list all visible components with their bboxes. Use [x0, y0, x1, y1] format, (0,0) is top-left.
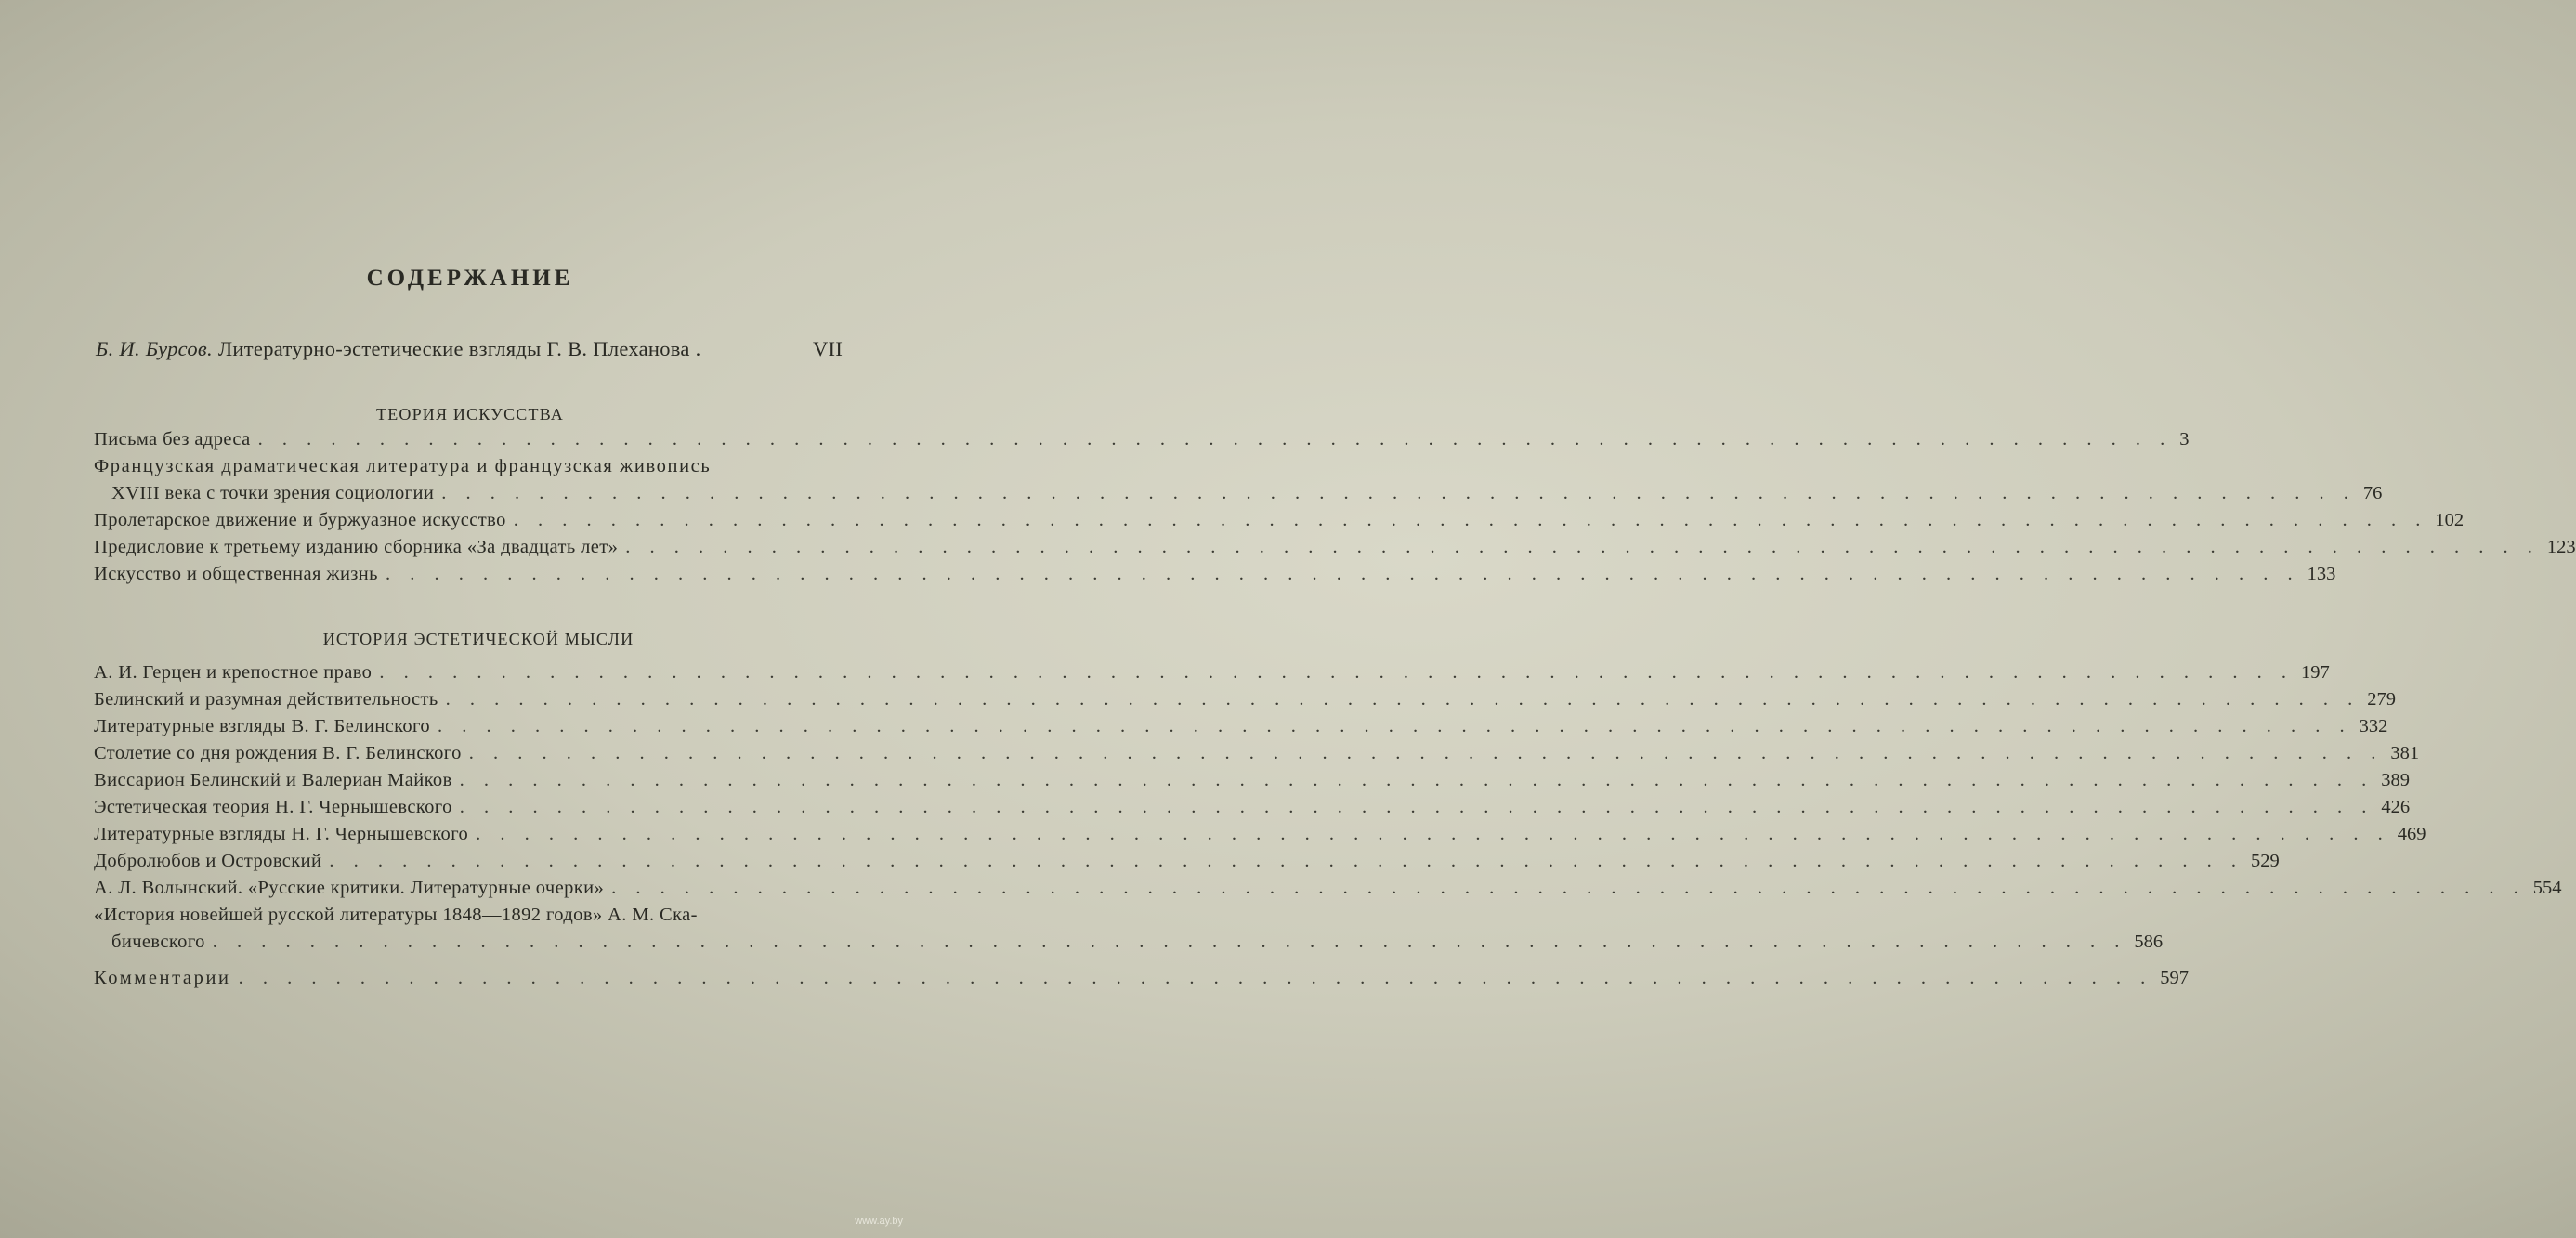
toc-entry-page: 123: [2546, 537, 2576, 557]
intro-dot: .: [695, 337, 701, 360]
toc-entry-title: XVIII века с точки зрения социологии: [111, 483, 435, 503]
toc-entry-title: бичевского: [111, 932, 205, 952]
toc-entry-title: Комментарии: [94, 968, 231, 988]
toc-entry-page: 133: [2307, 564, 2336, 584]
toc-entry-title: Литературные взгляды Н. Г. Чернышевского: [94, 824, 469, 844]
toc-entry: [94, 537, 2576, 565]
toc-entry: [94, 564, 2336, 592]
dot-leader: . . . . . . . . . . . . . . . . . . . . . . . . . . . . . . . . . . . . . . . . . . . . . . . . . . . . . . . . . . . . . . . . . . . . . . . . . . . . . . .: [625, 537, 2540, 557]
dot-leader: . . . . . . . . . . . . . . . . . . . . . . . . . . . . . . . . . . . . . . . . . . . . . . . . . . . . . . . . . . . . . . . . . . . . . . . . . . . . . . .: [212, 932, 2127, 952]
toc-entry-title: Добролюбов и Островский: [94, 851, 322, 871]
toc-entry: [94, 770, 2411, 798]
dot-leader: . . . . . . . . . . . . . . . . . . . . . . . . . . . . . . . . . . . . . . . . . . . . . . . . . . . . . . . . . . . . . . . . . . . . . . . . . . . . . . .: [611, 878, 2526, 898]
toc-entry: [94, 851, 2280, 879]
dot-leader: . . . . . . . . . . . . . . . . . . . . . . . . . . . . . . . . . . . . . . . . . . . . . . . . . . . . . . . . . . . . . . . . . . . . . . . . . . . . . . .: [441, 483, 2356, 503]
toc-entry-page: 381: [2390, 743, 2420, 763]
toc-entry-page: 102: [2435, 510, 2465, 530]
toc-entry-page: 279: [2367, 689, 2397, 710]
dot-leader: . . . . . . . . . . . . . . . . . . . . . . . . . . . . . . . . . . . . . . . . . . . . . . . . . . . . . . . . . . . . . . . . . . . . . . . . . . . . . . .: [257, 429, 2173, 450]
toc-entry: [94, 662, 2330, 690]
toc-entry: [94, 429, 2190, 457]
toc-entry-title: Столетие со дня рождения В. Г. Белинского: [94, 743, 462, 763]
dot-leader: . . . . . . . . . . . . . . . . . . . . . . . . . . . . . . . . . . . . . . . . . . . . . . . . . . . . . . . . . . . . . . . . . . . . . . . . . . . . . . .: [385, 564, 2300, 584]
toc-entry-title: Французская драматическая литература и французская живопись: [94, 456, 712, 476]
page-title: СОДЕРЖАНИЕ: [366, 266, 574, 291]
dot-leader: . . . . . . . . . . . . . . . . . . . . . . . . . . . . . . . . . . . . . . . . . . . . . . . . . . . . . . . . . . . . . . . . . . . . . . . . . . . . . . .: [459, 770, 2374, 790]
toc-entry-title: Белинский и разумная действительность: [94, 689, 438, 710]
toc-entry-title: А. И. Герцен и крепостное право: [94, 662, 373, 683]
toc-entry-page: 332: [2359, 716, 2388, 736]
toc-entry-page: 3: [2179, 429, 2190, 450]
toc-entry-page: 554: [2532, 878, 2562, 898]
toc-entry-title: Виссарион Белинский и Валериан Майков: [94, 770, 452, 790]
dot-leader: . . . . . . . . . . . . . . . . . . . . . . . . . . . . . . . . . . . . . . . . . . . . . . . . . . . . . . . . . . . . . . . . . . . . . . . . . . . . . . .: [238, 968, 2153, 988]
intro-entry: [96, 337, 843, 361]
dot-leader: . . . . . . . . . . . . . . . . . . . . . . . . . . . . . . . . . . . . . . . . . . . . . . . . . . . . . . . . . . . . . . . . . . . . . . . . . . . . . . .: [379, 662, 2294, 683]
toc-entry-title: «История новейшей русской литературы 1848—1892 годов» А. М. Ска-: [94, 905, 698, 925]
dot-leader: . . . . . . . . . . . . . . . . . . . . . . . . . . . . . . . . . . . . . . . . . . . . . . . . . . . . . . . . . . . . . . . . . . . . . . . . . . . . . . .: [445, 689, 2360, 710]
intro-text: Литературно-эстетические взгляды Г. В. Плеханова: [217, 337, 690, 360]
toc-entry-title: А. Л. Волынский. «Русские критики. Литературные очерки»: [94, 878, 605, 898]
section-heading-history: ИСТОРИЯ ЭСТЕТИЧЕСКОЙ МЫСЛИ: [322, 630, 634, 648]
toc-entry-title: Пролетарское движение и буржуазное искусство: [94, 510, 506, 530]
toc-entry-page: 469: [2397, 824, 2426, 844]
intro-page-number: VII: [813, 337, 843, 360]
dot-leader: . . . . . . . . . . . . . . . . . . . . . . . . . . . . . . . . . . . . . . . . . . . . . . . . . . . . . . . . . . . . . . . . . . . . . . . . . . . . . . .: [468, 743, 2384, 763]
dot-leader: . . . . . . . . . . . . . . . . . . . . . . . . . . . . . . . . . . . . . . . . . . . . . . . . . . . . . . . . . . . . . . . . . . . . . . . . . . . . . . .: [329, 851, 2244, 871]
toc-entry: [111, 932, 2164, 959]
section-heading-theory: ТЕОРИЯ ИСКУССТВА: [376, 405, 564, 424]
dot-leader: . . . . . . . . . . . . . . . . . . . . . . . . . . . . . . . . . . . . . . . . . . . . . . . . . . . . . . . . . . . . . . . . . . . . . . . . . . . . . . .: [459, 797, 2374, 817]
dot-leader: . . . . . . . . . . . . . . . . . . . . . . . . . . . . . . . . . . . . . . . . . . . . . . . . . . . . . . . . . . . . . . . . . . . . . . . . . . . . . . .: [513, 510, 2428, 530]
intro-author: Б. И. Бурсов.: [96, 337, 213, 360]
toc-entry-title: Письма без адреса: [94, 429, 251, 450]
toc-entry: [94, 689, 2397, 717]
toc-entry-page: 529: [2251, 851, 2280, 871]
toc-entry-page: 426: [2381, 797, 2411, 817]
toc-entry-title: Эстетическая теория Н. Г. Чернышевского: [94, 797, 452, 817]
toc-entry-title: Литературные взгляды В. Г. Белинского: [94, 716, 431, 736]
toc-entry-page: 76: [2362, 483, 2383, 503]
dot-leader: . . . . . . . . . . . . . . . . . . . . . . . . . . . . . . . . . . . . . . . . . . . . . . . . . . . . . . . . . . . . . . . . . . . . . . . . . . . . . . .: [476, 824, 2390, 844]
toc-entry: [94, 878, 2562, 906]
toc-entry: [111, 483, 2383, 511]
toc-entry: [94, 797, 2411, 825]
dot-leader: . . . . . . . . . . . . . . . . . . . . . . . . . . . . . . . . . . . . . . . . . . . . . . . . . . . . . . . . . . . . . . . . . . . . . . . . . . . . . . .: [438, 716, 2352, 736]
toc-entry: [94, 510, 2465, 538]
toc-entry-page: 597: [2160, 968, 2190, 988]
toc-entry-comments: [94, 968, 2190, 996]
toc-entry: [94, 824, 2426, 852]
toc-entry-page: 197: [2300, 662, 2330, 683]
toc-entry-page: 586: [2134, 932, 2164, 952]
toc-entry-title: Предисловие к третьему изданию сборника «За двадцать лет»: [94, 537, 619, 557]
toc-entry: [94, 743, 2420, 771]
watermark: www.ay.by: [855, 1216, 903, 1227]
toc-entry-title: Искусство и общественная жизнь: [94, 564, 378, 584]
toc-entry-page: 389: [2381, 770, 2411, 790]
toc-entry: [94, 716, 2388, 744]
